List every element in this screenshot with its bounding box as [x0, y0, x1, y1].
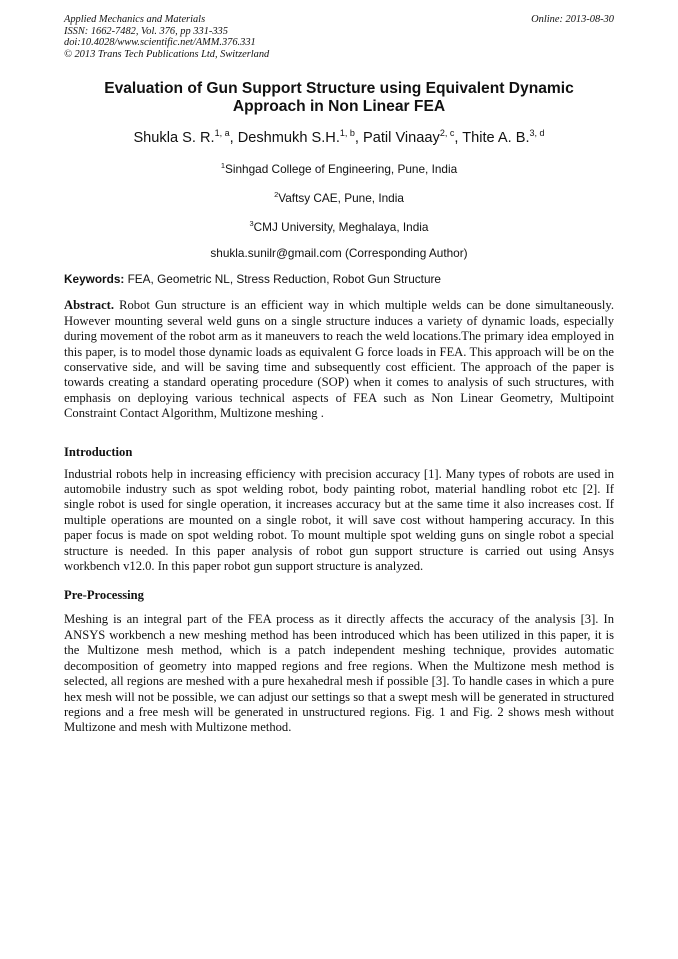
affiliation-2: [64, 188, 614, 205]
doi-line: doi:10.4028/www.scientific.net/AMM.376.331: [64, 37, 256, 49]
author-sep: ,: [454, 130, 463, 147]
affiliation-3: [64, 217, 614, 234]
online-date: Online: 2013-08-30: [531, 14, 614, 25]
author-name: Shukla S. R.: [133, 130, 215, 147]
author-sep: ,: [229, 130, 238, 147]
section-heading-preprocessing: Pre-Processing: [64, 588, 144, 603]
abstract-label: Abstract.: [64, 298, 115, 313]
issn-line: ISSN: 1662-7482, Vol. 376, pp 331-335: [64, 25, 228, 37]
journal-name: Applied Mechanics and Materials: [64, 14, 206, 25]
author-sup: 2, c: [439, 128, 455, 139]
abstract: [64, 298, 614, 421]
keywords-label: Keywords:: [64, 272, 125, 287]
author-name: Deshmukh S.H.: [237, 130, 340, 147]
abstract-text: Robot Gun structure is an efficient way in which multiple welds can be done simultaneously. However mounting several weld guns on a single structure induces a variety of dynamic loads, especially during movement of the robot arm as it maneuvers to reach the weld locations.The primary idea employed in this paper, is to model those dynamic loads as equivalent G force loads in FEA. This approach will be on the conservative side, and will be saving time and subsequently cost efficient. The approach of the paper is towards creating a standard operating procedure (SOP) when it comes to analysis of such structures, with emphasis on deploying various technical aspects of FEA such as Non Linear Geometry, Multipoint Constraint Contact Algorithm, Multizone meshing .: [64, 298, 614, 421]
preprocessing-paragraph: Meshing is an integral part of the FEA process as it directly affects the accuracy of the analysis [3]. In ANSYS workbench a new meshing method has been introduced which has been utilized in this paper, it is the Multizone mesh method, which is a patch independent meshing technique, provides automatic decomposition of geometry into mapped regions and free regions. When the Multizone mesh method is selected, all regions are meshed with a pure hexahedral mesh if possible [3]. To handle cases in which a pure hex mesh will not be possible, we can adjust our settings so that a swept mesh will be generated in structured regions and a free mesh will be generated in unstructured regions. Fig. 1 and Fig. 2 shows mesh without Multizone and mesh with Multizone method.: [64, 612, 614, 735]
title-line-1: Evaluation of Gun Support Structure using Equivalent Dynamic: [104, 80, 574, 98]
title-line-2: Approach in Non Linear FEA: [232, 98, 446, 116]
affiliation-text: CMJ University, Meghalaya, India: [253, 220, 429, 235]
section-heading-introduction: Introduction: [64, 444, 133, 459]
paper-page: [64, 14, 614, 736]
affiliation-1: [64, 159, 614, 176]
paper-title: [64, 80, 614, 116]
corresponding-email: shukla.sunilr@gmail.com (Corresponding Author): [210, 246, 468, 261]
affiliation-sup: 1: [220, 161, 225, 171]
affiliation-text: Vaftsy CAE, Pune, India: [278, 191, 404, 206]
keywords: [64, 272, 614, 286]
affiliation-sup: 3: [249, 219, 254, 229]
copyright-line: © 2013 Trans Tech Publications Ltd, Switzerland: [64, 48, 270, 60]
author-name: Patil Vinaay: [363, 130, 440, 147]
author-sup: 1, a: [214, 128, 230, 139]
keywords-text: FEA, Geometric NL, Stress Reduction, Robot Gun Structure: [127, 272, 441, 287]
introduction-paragraph: Industrial robots help in increasing efficiency with precision accuracy [1]. Many types of robots are used in automobile industry such as spot welding robot, body painting robot, material handling robot etc [2]. If single robot is used for single operation, it increases accuracy but at the same time it also increases cost. If multiple operations are mounted on a single robot, it will save cost without hampering accuracy. In this paper focus is made on spot welding robot. To mount multiple spot welding guns on single robot a special structure is needed. In this paper analysis of robot gun support structure is carried out using Ansys workbench v12.0. In this paper robot gun support structure is analyzed.: [64, 466, 614, 574]
author-name: Thite A. B.: [462, 130, 530, 147]
author-sup: 1, b: [339, 128, 355, 139]
journal-header: [64, 14, 614, 60]
author-sep: ,: [354, 130, 364, 147]
author-list: [64, 124, 614, 147]
affiliation-text: Sinhgad College of Engineering, Pune, India: [224, 162, 458, 177]
author-sup: 3, d: [529, 128, 545, 139]
affiliation-sup: 2: [274, 190, 279, 200]
